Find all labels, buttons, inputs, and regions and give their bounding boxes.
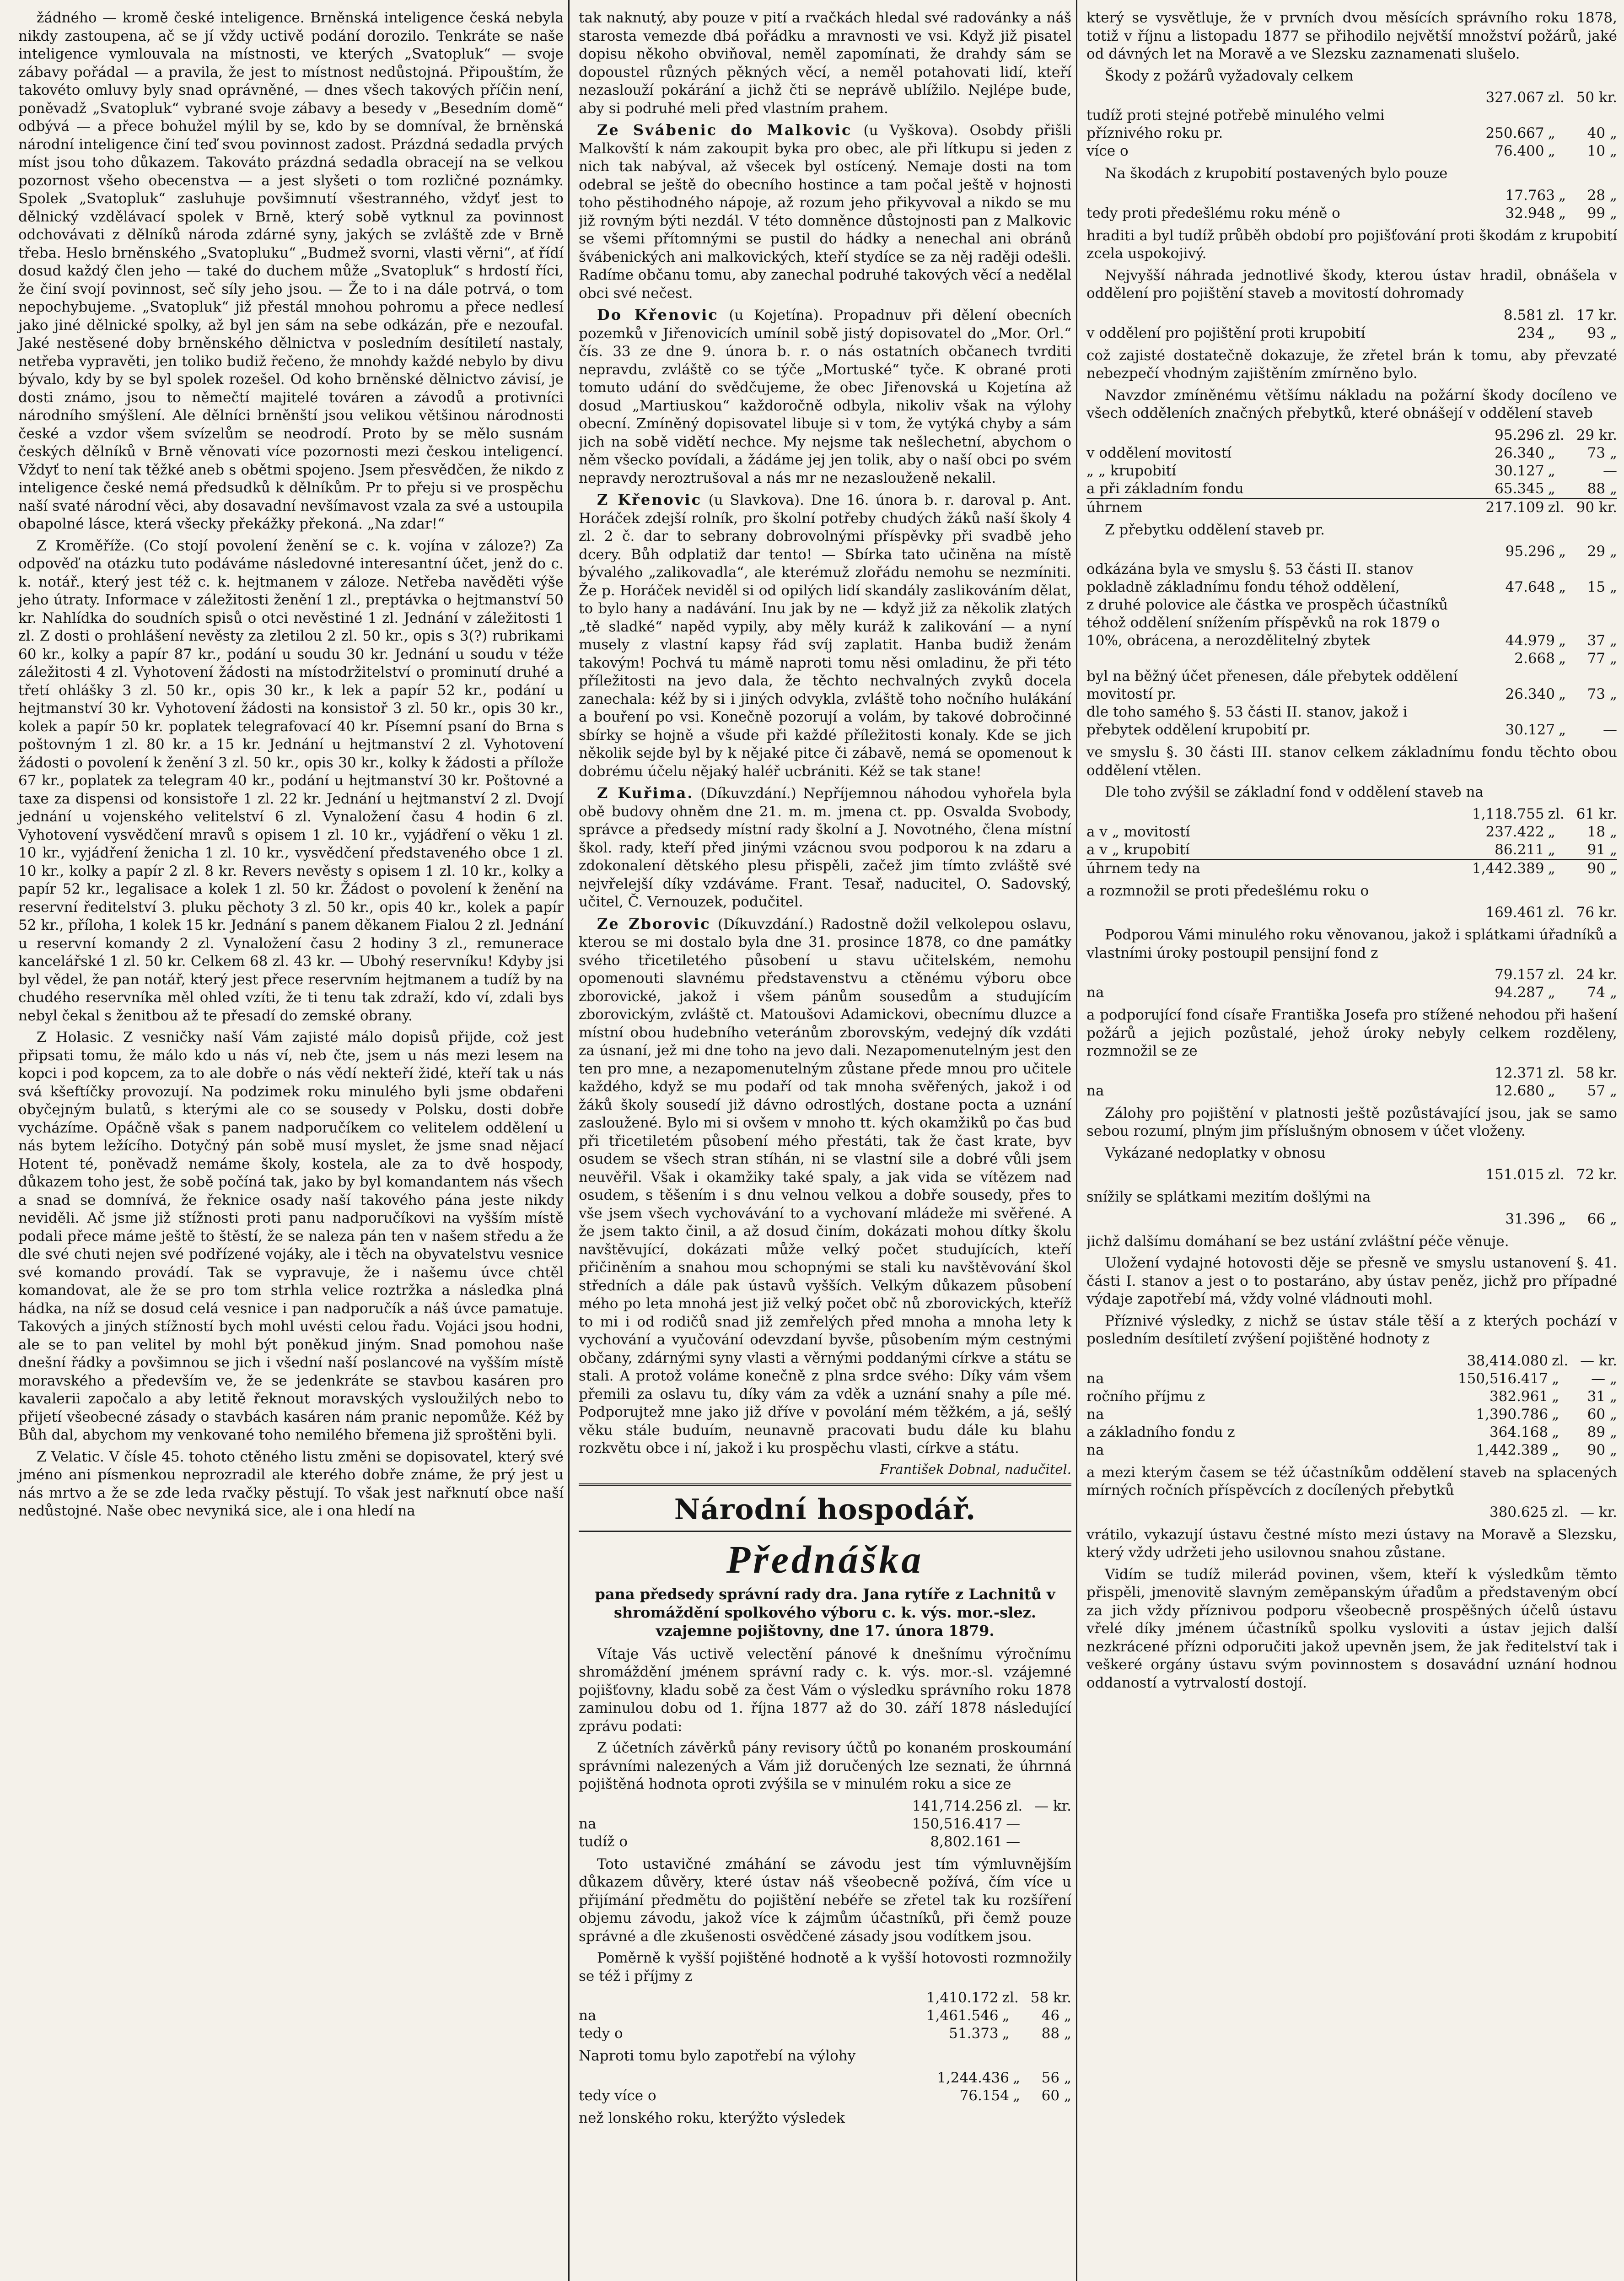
- figure-kreuzer: 61 kr.: [1576, 805, 1617, 822]
- figure-kreuzer: 10 „: [1587, 143, 1617, 159]
- figure-label: [1086, 543, 1468, 561]
- figure-label: a základního fondu z: [1086, 1424, 1235, 1440]
- figure-row: [1086, 187, 1617, 205]
- report-text: Z přebytku oddělení staveb pr.: [1105, 521, 1325, 538]
- figure-label: [579, 1989, 912, 2007]
- figure-kreuzer: — kr.: [1580, 1352, 1617, 1369]
- figure-row: [1086, 1082, 1617, 1100]
- text-kurim: (Díkuvzdání.) Nepříjemnou náhodou vyhořela byla obě budovy ohněm dne 21. m. m. jmena ct. pp. Osvalda Svobody, správce a předsedy místní rady školní a J. Novotného, člena místní škol. rady, kteří před jinými vzácnou svou podporou k na zdaru a zdokonalení dětského plesu přispěli, začež jim tímto zvláště své nejvřelejší díky vzdáváme. Frant. Tesař, naducitel, O. Sadovský, učitel, Č. Vernouzek, podučitel.: [579, 785, 1071, 910]
- figure-kreuzer: 90 kr.: [1576, 499, 1617, 516]
- figure-label: [1086, 1504, 1461, 1521]
- figure-unit: zl.: [1548, 1166, 1565, 1183]
- figure-row: [1086, 859, 1617, 878]
- figure-label: v oddělení movitostí: [1086, 444, 1231, 461]
- figure-amount: 76.400: [1495, 143, 1544, 159]
- figure-kreuzer: 18 „: [1587, 823, 1617, 840]
- figure-unit: „: [1559, 650, 1566, 667]
- report-text: Dle toho zvýšil se základní fond v oddělení staveb na: [1105, 784, 1484, 800]
- figure-unit: „: [1559, 632, 1566, 649]
- figure-unit: „: [1552, 1406, 1559, 1423]
- figure-unit: „: [1002, 2025, 1010, 2042]
- figures-table: [1086, 805, 1617, 878]
- figure-label: více o: [1086, 143, 1129, 159]
- report-text: Vykázané nedoplatky v obnosu: [1105, 1144, 1326, 1161]
- report-closing: Vidím se tudíž milerád povinen, všem, kteří k výsledkům těmto přispěli, jmenovitě slavným zeměpanským úřadům a představeným obcí za jich vždy příznivou podporu všeobecně prospěšných účelů ústavu vřelé díky jménem účastníků spolku vysloviti a ústav jejich další nezkrácené přízni odporučiti jakož upevněn jsem, že jak ředitelství tak i veškeré orgány ústavu svým povinnostem s dosavádní uznání hodnou oddaností a vytrvalostí dostojí.: [1086, 1566, 1617, 1691]
- figure-kreuzer: 90 „: [1587, 1441, 1617, 1458]
- figure-kreuzer: — kr.: [1580, 1504, 1617, 1521]
- figure-label: [1086, 1352, 1458, 1370]
- figures-table: [1086, 1064, 1617, 1100]
- figure-kreuzer: 60 „: [1041, 2087, 1071, 2104]
- figure-unit: zl.: [1552, 1504, 1569, 1521]
- figure-label: [579, 2069, 922, 2087]
- figure-row: [1086, 89, 1617, 107]
- figure-row: [1086, 650, 1617, 668]
- figure-unit: zl.: [1006, 1797, 1023, 1814]
- figure-kreuzer: — „: [1591, 1370, 1617, 1387]
- heading-zborovice: Ze Zborovic: [597, 915, 711, 933]
- figure-row: [1086, 1370, 1617, 1388]
- figure-amount: 364.168: [1489, 1424, 1549, 1440]
- figure-unit: zl.: [1002, 1990, 1019, 2006]
- figure-amount: 150,516.417: [1457, 1370, 1549, 1387]
- figure-unit: „: [1548, 1082, 1555, 1099]
- figure-amount: 95.296: [1495, 426, 1544, 443]
- figure-amount: 151.015: [1485, 1166, 1544, 1183]
- figure-kreuzer: 89 „: [1587, 1424, 1617, 1440]
- figure-row: [1086, 480, 1617, 498]
- figure-row: [1086, 596, 1617, 650]
- figure-row: [1086, 1064, 1617, 1082]
- figure-unit: „: [1559, 686, 1566, 702]
- figure-label: v oddělení pro pojištění proti krupobití: [1086, 324, 1366, 341]
- figures-table: [1086, 1352, 1617, 1459]
- figures-table: [1086, 426, 1617, 517]
- figure-kreuzer: 77 „: [1587, 650, 1617, 667]
- figure-row: [1086, 1166, 1617, 1184]
- report-text: a podporující fond císaře Františka Josefa pro stížené nehodou při hašení požárů a jejich pozůstalé, jehož úroky nebyly celkem rozděleny, rozmnožil se ze: [1086, 1007, 1617, 1059]
- figure-label: úhrnem: [1086, 498, 1457, 517]
- figures-table: [579, 1797, 1071, 1851]
- figure-kreuzer: 31 „: [1587, 1388, 1617, 1405]
- figure-unit: „: [1559, 1210, 1566, 1227]
- figure-amount: 44.979: [1505, 632, 1555, 649]
- figure-label: úhrnem tedy na: [1086, 859, 1457, 878]
- figure-amount: 26.340: [1505, 686, 1555, 702]
- figure-row: [579, 2069, 1071, 2087]
- figure-kreuzer: [1034, 1833, 1071, 1851]
- figures-table: [1086, 543, 1617, 739]
- figure-label: [1086, 187, 1468, 205]
- figures-table: [1086, 904, 1617, 922]
- figure-amount: 32.948: [1505, 205, 1555, 221]
- section-title: Národní hospodář.: [674, 1492, 976, 1526]
- report-text: Nejvyšší náhrada jednotlivé škody, kterou ústav hradil, obnášela v oddělení pro pojištění staveb a movitostí dohromady: [1086, 267, 1617, 302]
- figure-unit: zl.: [1544, 498, 1576, 517]
- figure-unit: „: [1013, 2087, 1021, 2104]
- figure-unit: „: [1548, 462, 1555, 479]
- figure-unit: „: [1548, 143, 1555, 159]
- figure-label: a v „ krupobití: [1086, 841, 1190, 858]
- figure-amount: 94.287: [1495, 984, 1544, 1001]
- figure-row: [1086, 1210, 1617, 1228]
- figure-amount: 30.127: [1495, 462, 1544, 479]
- figure-kreuzer: —: [1603, 722, 1617, 738]
- figure-unit: „: [1559, 543, 1566, 560]
- text-zborovice: (Díkuvzdání.) Radostně dožil velkolepou oslavu, kterou se mi dostalo byla dne 31. prosince 1878, co dne památky svého třicetiletého působení u stavu učitelském, nemohu opomenouti slavnému představenstvu a ctěnému výboru obce zborovické, jakož i všem pánům sousedům a studujícím zborovickým, zvláště ct. Matoušovi Adamickovi, obecnímu dluzce a místní obou hudebního veteránům zborovským, vedejný dík vzdáti za úsnaní, jež mi dne toho na jevo dali. Nezapomenutelným jest den ten pro mne, a nezapomenutelným zůstane přede mnou pro učitele každého, když se mu podaří od tak mnoha svěřených, jakož i od žáků školy sousedí již dávno odrostlých, dostane pocta a uznání zasloužené. Bylo mi si ovšem v mnoho tt. kých okamžiků po čas bud při třicetiletém působení mého přestáti, tak že čast krate, byv osudem se všech stran stíhán, ni se vlastní sile a dobré vůli jsem neuvěřil. Však i okamžiky také spaly, a jak vida se vítězem nad osudem, s těšením i s dnu velnou velkou a dobře sousedy, přes to vše jsem všech vychovávání to a vychovaní mládeže mi svěřené. A že jsem takto činil, a až dosud činím, dokázati mohou dítky školu navštěvující, dokázati může velký počet studujících, kteří přičiněním a snahou mou schopnými se stali ku navštěvování škol středních a dále pak ústavů vyšších. Velkým důkazem působení mého po leta mnohá jest již velký počet obč nů zborovických, kteříž to mi i od rodičů snad již zemřelých před mnoha a mnoha lety k vychování a vyučování odevzdaní byvše, působením mým cestnými občany, zdárnými syny vlasti a věrnými poddanými církve a státu se stali. A protož voláme konečně z plna srdce svého: Díky vám všem přemili za oslavu tu, díky vám za vděk a uznání snahy a píle mé. Podporujtež mne jako již dříve v povolání mém těžkém, a já, sešlý věku stále buduím, neunavně pracovati budu dále ku blahu rozkvětu obce i ní, jakož i ku prospěchu vlasti, církve a státu.: [579, 916, 1071, 1456]
- section-title-rule: [579, 1531, 1071, 1532]
- figure-row: [579, 2087, 1071, 2105]
- figure-kreuzer: 88 „: [1587, 480, 1617, 497]
- figure-unit: „: [1548, 823, 1555, 840]
- figure-unit: „: [1548, 480, 1555, 497]
- figure-label: [1086, 1166, 1457, 1184]
- figure-amount: 2.668: [1514, 650, 1555, 667]
- figure-unit: zl.: [1548, 904, 1565, 921]
- text-krenovic-slavkov: (u Slavkova). Dne 16. února b. r. daroval p. Ant. Horáček zdejší rolník, pro školní potřeby chudých žáků naší školy 4 zl. 2 č. dar to sebrany dobrovolnými příspěvky při svadbě jeho dcery. Bůh odplatiž dar tento! — Sbírka tato učiněna na místě bývalého „zalikovadla“, ale kterémuž zlořádu nemohu se nezmíniti. Že p. Horáček neviděl si od opilých lidí skandály zaslikováním dělat, to bylo hany a nadávání. Inu jak by ne — když již za několik zlatých „tě sladké“ napěd vypily, aby měly kuráž k zalikování — a nyní musely z vlastní kapsy řád svíj zaplatit. Hanba budiž ženám takovým! Pochvá tu mámě naproti tomu něsi omladinu, že při této příležitosti na jevo dala, že těchto nechvalných zvyků docela zanechala: kéž by si i jiných odvykla, zvláště toho nočního hulákání a bouření po vsi. Konečně pozorují a volám, by takové dobročinné sbírky se hojně a všude při každé příležitosti konaly. Kde se jich několik sejde byl by k nějaké pitce či zábavě, nemá se opomenout k dobrému účelu nějaký haléř ucbrániti. Kéž se tak stane!: [579, 492, 1071, 780]
- figure-label: [1086, 89, 1457, 107]
- figure-unit: zl.: [1548, 1064, 1565, 1081]
- figure-amount: 12.680: [1495, 1082, 1544, 1099]
- figure-label: na: [1086, 1082, 1104, 1099]
- figure-kreuzer: 76 kr.: [1576, 904, 1617, 921]
- figure-kreuzer: 37 „: [1587, 632, 1617, 649]
- article-velatice-cont: tak naknutý, aby pouze v pití a rvačkách hledal své radovánky a náš starosta vemezde dbá pořádku a mravnosti ve vsi. Když již pisatel dopisu někoho obviňoval, neměl zapomínati, že drahdy sám se dopoustel různých pěkných věcí, a neměl potahovati lidí, kteří nezaslouží pokárání a jichž čti se neprávě ublížilo. Nejlépe bude, aby si podruhé meli před vlastním prahem.: [579, 10, 1071, 117]
- figure-label: na: [579, 2007, 597, 2024]
- report-text: Navzdor zmíněnému většímu nákladu na požární škody docíleno ve všech odděleních značných přebytků, které obnášejí v oddělení staveb: [1086, 387, 1617, 421]
- article-kurim: [579, 784, 1071, 911]
- figure-kreuzer: 46 „: [1041, 2007, 1071, 2024]
- figure-label: na: [579, 1815, 597, 1832]
- figures-table: [579, 1989, 1071, 2043]
- signature-dobnal: František Dobnal, nadučitel.: [880, 1461, 1071, 1477]
- figure-unit: zl.: [1552, 1352, 1569, 1369]
- figure-label: byl na běžný účet přenesen, dále přebytek oddělení movitostí pr.: [1086, 668, 1458, 702]
- figure-kreuzer: 72 kr.: [1576, 1166, 1617, 1183]
- figure-kreuzer: 91 „: [1587, 841, 1617, 858]
- figure-row: [1086, 561, 1617, 596]
- figure-amount: 150,516.417: [912, 1815, 1003, 1832]
- figure-amount: 76.154: [959, 2087, 1009, 2104]
- column-middle: [579, 0, 1077, 2281]
- report-text: ve smyslu §. 30 části III. stanov celkem základnímu fondu těchto obou oddělení vtělen.: [1086, 744, 1617, 779]
- article-krenovic-kojetin: [579, 306, 1071, 487]
- figures-table: [1086, 1166, 1617, 1184]
- figure-label: a při základním fondu: [1086, 480, 1244, 497]
- figure-unit: „: [1552, 1441, 1559, 1458]
- figure-row: [1086, 426, 1617, 444]
- figure-label: na: [1086, 1370, 1104, 1387]
- figure-unit: —: [1006, 1833, 1021, 1850]
- figure-row: [1086, 205, 1617, 222]
- figure-kreuzer: 17 kr.: [1576, 307, 1617, 324]
- figure-amount: 1,442.389: [1476, 1441, 1549, 1458]
- lecture-para-4: Poměrně k vyšší pojištěné hodnotě a k vyšší hotovosti rozmnožily se též i příjmy z: [579, 1950, 1071, 1984]
- figure-label: [1086, 805, 1457, 823]
- figure-unit: zl.: [1548, 805, 1565, 822]
- report-text: Podporou Vámi minulého roku věnovanou, jakož i splátkami úřadníků a vlastními úroky postoupil pensijní fond z: [1086, 927, 1617, 961]
- figure-label: na: [1086, 984, 1104, 1001]
- figure-kreuzer: 66 „: [1587, 1210, 1617, 1227]
- figure-kreuzer: 90 „: [1576, 859, 1617, 878]
- report-text: vrátilo, vykazují ústavu čestné místo mezi ústavy na Moravě a Slezsku, který vždy udržeti jeho usilovnou snahou zůstane.: [1086, 1526, 1617, 1561]
- figure-unit: „: [1544, 859, 1576, 878]
- figure-row: [1086, 841, 1617, 859]
- figure-kreuzer: 50 kr.: [1576, 89, 1617, 106]
- figure-amount: 237.422: [1485, 823, 1544, 840]
- report-text: Na škodách z krupobití postavených bylo pouze: [1105, 165, 1448, 182]
- figure-amount: 95.296: [1505, 543, 1555, 560]
- lecture-para-3: Toto ustavičné zmáhání se závodu jest tím výmluvnějším důkazem důvěry, které ústav náš všeobecně požívá, čím více u přijímání předmětu do pojištění nebéře se zřetel tak ku rozšíření objemu závodu, jakož více k zájmům účastníků, při čemž pouze správné a dle zkušenosti osvědčené zásady jsou vodítkem jsou.: [579, 1855, 1071, 1945]
- figure-row: [1086, 142, 1617, 160]
- figure-amount: 26.340: [1495, 444, 1544, 461]
- figure-label: [1086, 307, 1457, 324]
- heading-malkovice: Ze Svábenic do Malkovic: [597, 121, 852, 139]
- figure-label: [1086, 426, 1457, 444]
- figure-kreuzer: 28 „: [1587, 187, 1617, 204]
- figure-amount: 1,390.786: [1476, 1406, 1549, 1423]
- figure-amount: 141,714.256: [912, 1797, 1003, 1814]
- figure-row: [1086, 462, 1617, 480]
- lecture-para-2: Z účetních závěrků pány revisory účtů po konaném proskoumání správními nalezených a Vám již doručených lze seznati, že úhrnná pojištěná hodnota oproti zvýšila se v minulém roku a sice ze: [579, 1740, 1071, 1792]
- article-kromeriz: Z Kroměříže. (Co stojí povolení ženění se c. k. vojína v záloze?) Za odpověď na otázku tuto podáváme následovné interesantní účet, jenž do c. k. notář., který jest též c. k. hejtmanem v záloze. Netřeba navěděti výše jeho útraty. Informace v záležitosti ženění 1 zl., preptávka o hejtmanství 50 kr. Nahlídka do soudních spisů o otci nevěstiné 1 zl. Jednání v záležitosti 1 zl. Z dosti o prohlášení nevěsty za zletilou 2 zl. 50 kr., opis s 3(?) rubrikami 60 kr., kolky a papír 87 kr., podání u soudu 30 kr. Jednání u soudu v téže záležitosti 4 zl. Vyhotovení žádosti na místodržitelství o prominutí druhé a třetí ohlášky 3 zl. 50 kr., opis 30 kr., k lek a papír 52 kr., podání u hejtmanství 30 kr. Vyhotovení žádosti na konsistoř 3 zl. 50 kr., opis 30 kr., kolek a papír 50 kr. poplatek telegrafovací 40 kr. Písemní psaní do Brna s poštovným 1 zl. 80 kr. a 15 kr. Jednání u hejtmanství 2 zl. Vyhotovení žádosti o povolení k ženění 3 zl. 50 kr., opis 30 kr., kolky k žádosti a přílože 67 kr., poplatek za telegram 40 kr., podání u hejtmanství 30 kr. Poštovné a taxe za dispensi od konsistoře 1 zl. 22 kr. Jednání u hejtmanství 2 zl. Dvojí jednání u vojenského velitelství 6 zl. Vynaložení času 4 hodin 6 zl. Vyhotovení vysvědčení mravů s opisem 1 zl. 10 kr., vyjádření o věku 1 zl. 10 kr., vyjádření ženicha 1 zl. 10 kr., vysvědčení představeného obce 1 zl. 10 kr., kolky a papír 2 zl. 8 kr. Revers nevěsty s opisem 1 zl. 10 kr., kolky a papír 52 kr., legalisace a kolek 1 zl. 50 kr. Žádost o povolení k ženění na reservní ředitelství 3. pluku pěchoty 3 zl. 50 kr., opis 40 kr., kolek a papír 52 kr., příloha, 1 kolek 15 kr. Jednání s panem děkanem Fialou 2 zl. Jednání u reservní komandy 2 zl. Vynaložení času 2 hodiny 3 zl., remunerace kancelářské 1 zl. 50 kr. Celkem 68 zl. 43 kr. — Ubohý reservníku! Kdyby jsi byl vědel, že pan notář, který jest přece reservním hejtmanem a tudíž by na chudého reservníka měl ohled vzíti, že ti tenu tak zdraží, kdo ví, zdali bys nebyl čekal s ženitbou až te přesadí do zemské obrany.: [18, 537, 564, 1024]
- report-text: Příznivé výsledky, z nichž se ústav stále těší a z kterých pochází v posledním desítiletí zvýšení pojištěné hodnoty z: [1086, 1312, 1617, 1347]
- figure-unit: „: [1548, 324, 1555, 341]
- figure-label: [579, 1797, 912, 1815]
- figure-kreuzer: 40 „: [1587, 125, 1617, 141]
- figure-amount: 12.371: [1495, 1064, 1544, 1081]
- figure-row: [1086, 1504, 1617, 1521]
- heading-krenovic-slavkov: Z Křenovic: [597, 491, 702, 508]
- figure-row: [1086, 966, 1617, 984]
- figures-table: [1086, 1504, 1617, 1521]
- figure-unit: „: [1013, 2069, 1021, 2086]
- figure-amount: 217.109: [1457, 498, 1544, 517]
- figure-row: [1086, 823, 1617, 841]
- figure-label: [1086, 650, 1468, 668]
- figure-label: tedy více o: [579, 2087, 656, 2104]
- report-text: Škody z požárů vyžadovaly celkem: [1105, 67, 1354, 84]
- figure-unit: „: [1559, 205, 1566, 221]
- figure-label: odkázána byla ve smyslu §. 53 části II. stanov pokladně základnímu fondu téhož oddělení,: [1086, 561, 1414, 595]
- report-text: jichž dalšímu domáhaní se bez ustání zvláštní péče věnuje.: [1086, 1233, 1509, 1250]
- figure-unit: „: [1559, 187, 1566, 204]
- figure-amount: 8.581: [1503, 307, 1544, 324]
- figure-row: [1086, 984, 1617, 1002]
- report-text: a mezi kterým časem se též účastníkům oddělení staveb na splacených mírných ročních příspěvcích z docílených přebytků: [1086, 1464, 1617, 1499]
- figure-amount: 65.345: [1495, 480, 1544, 497]
- figure-row: [1086, 904, 1617, 922]
- article-zborovice: [579, 915, 1071, 1458]
- figure-kreuzer: 58 kr.: [1030, 1990, 1071, 2006]
- figure-kreuzer: 74 „: [1587, 984, 1617, 1001]
- figure-row: [1086, 307, 1617, 324]
- figure-kreuzer: [1034, 1815, 1071, 1833]
- figure-kreuzer: 24 kr.: [1576, 966, 1617, 983]
- figure-kreuzer: 93 „: [1587, 324, 1617, 341]
- figure-row: [1086, 805, 1617, 823]
- figure-row: [1086, 107, 1617, 142]
- figure-kreuzer: 60 „: [1587, 1406, 1617, 1423]
- heading-kurim: Z Kuřima.: [597, 784, 694, 802]
- figure-kreuzer: — kr.: [1034, 1797, 1071, 1814]
- figure-unit: zl.: [1548, 307, 1565, 324]
- figure-unit: zl.: [1548, 426, 1565, 443]
- figure-amount: 51.373: [949, 2025, 999, 2042]
- report-text: Uložení vydajné hotovosti děje se přesně ve smyslu ustanovení §. 41. části I. stanov a jest o to postaráno, aby ústav peněz, jichž pro případné výdaje zapotřebí má, vždy volné vládnouti mohl.: [1086, 1255, 1617, 1307]
- figure-amount: 234: [1517, 324, 1544, 341]
- figures-table: [1086, 307, 1617, 342]
- figure-label: [1086, 1064, 1457, 1082]
- article-malkovice: [579, 121, 1071, 302]
- figure-amount: 169.461: [1485, 904, 1544, 921]
- figure-row: [1086, 1441, 1617, 1459]
- lecture-subtitle: pana předsedy správní rady dra. Jana rytíře z Lachnitů v shromáždění spolkového výboru c. k. výs. mor.-slez. vzajemne pojištovny, dne 17. února 1879.: [595, 1585, 1055, 1639]
- figure-row: [579, 1989, 1071, 2007]
- lecture-para-6: než lonského roku, kterýžto výsledek: [579, 2109, 845, 2126]
- figure-label: tudíž proti stejné potřebě minulého velmi příznivého roku pr.: [1086, 107, 1385, 141]
- figure-amount: 30.127: [1505, 722, 1555, 738]
- figure-kreuzer: 56 „: [1041, 2069, 1071, 2086]
- figure-unit: zl.: [1548, 966, 1565, 983]
- figure-unit: „: [1552, 1370, 1559, 1387]
- text-krenovic-kojetin: (u Kojetína). Propadnuv při dělení obecních pozemků v Jiřenovicích umínil sobě jistý dopisovatel do „Mor. Orl.“ čís. 33 ze dne 9. února b. r. o nás ostatních občanech tvrditi nepravdu, zvláště co se týče „Mortuské“ tyče. K obrané proti tomuto udání do svědčujeme, že obec Jiřenovská u Kojetína až dosud „Martiuskou“ každoročně odbyla, nikoliv však na výlohy obecní. Zmíněný dopisovatel libuje si v tom, že vytýká chyby a sám jich na sobě vidětí nechce. My nejsme tak nešlechetní, abychom o něm všecko povídali, a žádáme jej jen tolik, aby o naší obci po svém nepravdy neroztrušoval a nás mr ne nezaslouženě nekalil.: [579, 307, 1071, 486]
- figure-label: [1086, 1210, 1468, 1228]
- figure-row: [1086, 324, 1617, 342]
- figure-kreuzer: 29 „: [1587, 543, 1617, 560]
- figure-amount: 8,802.161: [930, 1833, 1003, 1850]
- figure-row: [1086, 498, 1617, 517]
- figure-unit: „: [1002, 2007, 1010, 2024]
- figure-label: „ „ krupobití: [1086, 462, 1177, 479]
- figure-row: [579, 2007, 1071, 2025]
- figure-row: [579, 2025, 1071, 2043]
- figure-amount: 1,118.755: [1472, 805, 1544, 822]
- figure-label: tedy proti předešlému roku méně o: [1086, 205, 1340, 221]
- figure-unit: „: [1548, 841, 1555, 858]
- article-velatice: Z Velatic. V čísle 45. tohoto ctěného listu změni se dopisovatel, který své jméno ani písmenkou neprozradil ale kterého dobře známe, že prý jest u nás mrtvo a že se zde leda rvačky pěstují. To však jest nařknutí obce naší nedůstojné. Naše obec nevyniká sice, ale i ona hledí na: [18, 1448, 564, 1519]
- figure-kreuzer: 57 „: [1587, 1082, 1617, 1099]
- report-text: Zálohy pro pojištění v platnosti ještě pozůstávající jsou, jak se samo sebou rozumí, plným jim příslušným obnosem v účet vloženy.: [1086, 1105, 1617, 1139]
- report-text: hraditi a byl tudíž průběh období pro pojišťování proti škodám z krupobití zcela uspokojivý.: [1086, 227, 1617, 262]
- figure-row: [1086, 444, 1617, 462]
- lecture-para-5: Naproti tomu bylo zapotřebí na výlohy: [579, 2048, 856, 2064]
- figure-unit: „: [1548, 444, 1555, 461]
- figure-amount: 38,414.080: [1467, 1352, 1549, 1369]
- figure-row: [1086, 1406, 1617, 1424]
- text-malkovice: (u Vyškova). Osobdy přišli Malkovští k nám zakoupit byka pro obec, ale při lítkupu si jeden z nich tak nabýval, až všecek byl ostícený. Nemaje dosti na tom odebral se ještě do obecního hostince a tam počal ještě v hojnosti toho pěstihodného nápoje, až rozum jeho přikyvoval a nikdo se mu již rovným býti nezdál. V této domněnce důstojnosti pan z Malkovic se všemi přítomnými se pustil do hádky a nenechal ani obránů švábenických ani malkovických, kteří stydíce se za něj raději odešli. Radíme občanu tomu, aby zanechal podruhé takových věcí a nedělal obci své nečest.: [579, 122, 1072, 302]
- report-intro: který se vysvětluje, že v prvních dvou měsících správního roku 1878, totiž v říjnu a listopadu 1877 se přihodilo největší množství požárů, jaké od dávných let na Moravě a ve Slezsku zaznamenati slušelo.: [1086, 10, 1617, 62]
- figure-unit: „: [1552, 1424, 1559, 1440]
- figure-label: tudíž o: [579, 1833, 628, 1850]
- figure-row: [1086, 668, 1617, 703]
- figure-unit: —: [1006, 1815, 1021, 1832]
- report-text: což zajisté dostatečně dokazuje, že zřetel brán k tomu, aby převzaté nebezpečí vhodným zajištěním zmírněno bylo.: [1086, 347, 1617, 382]
- figure-unit: „: [1559, 579, 1566, 595]
- figure-kreuzer: 99 „: [1587, 205, 1617, 221]
- figures-table: [1086, 1210, 1617, 1228]
- heading-krenovic-kojetin: Do Křenovic: [597, 306, 719, 324]
- figure-amount: 1,244.436: [937, 2069, 1009, 2086]
- figure-amount: 86.211: [1495, 841, 1544, 858]
- figure-amount: 250.667: [1485, 125, 1544, 141]
- figure-row: [1086, 1388, 1617, 1406]
- figure-amount: 1,442.389: [1457, 859, 1544, 878]
- figure-row: [579, 1833, 1071, 1851]
- figure-unit: „: [1548, 984, 1555, 1001]
- figure-amount: 327.067: [1485, 89, 1544, 106]
- figure-kreuzer: 15 „: [1587, 579, 1617, 595]
- section-divider: [579, 1483, 1071, 1486]
- figure-unit: „: [1552, 1388, 1559, 1405]
- figure-label: na: [1086, 1406, 1104, 1423]
- figure-row: [1086, 543, 1617, 561]
- figure-label: ročního příjmu z: [1086, 1388, 1205, 1405]
- figure-amount: 380.625: [1489, 1504, 1549, 1521]
- figure-unit: „: [1548, 125, 1555, 141]
- article-krenovic-slavkov: [579, 491, 1071, 781]
- figure-kreuzer: 88 „: [1041, 2025, 1071, 2042]
- figure-amount: 47.648: [1505, 579, 1555, 595]
- figure-kreuzer: 73 „: [1587, 444, 1617, 461]
- figure-kreuzer: 58 kr.: [1576, 1064, 1617, 1081]
- article-svatopluk: žádného — kromě české inteligence. Brněnská inteligence česká nebyla nikdy zastoupena, ač se jí vždy uctivě podání dorozilo. Tenkráte se naše inteligence vymlouvala na místnosti, ve kterých „Svatopluk“ — svoje zábavy pořádal — a pravila, že jest to místnost nedůstojná. Připouštím, že takovéto omluvy byly snad oprávněné, — dnes všech takových příčin není, poněvadž „Svatopluk“ vybrané svoje zábavy a besedy v „Besedním domě“ odbývá — a přece bohužel mýlil by se, kdo by se domníval, že brněnská národní inteligence činí teď svou povinnost zadost. Prázdná sedadla prvých míst jsou toho důkazem. Takováto prázdná sedadla obracejí na se velkou pozornost všeho obecenstva — a jest slyšeti o tom rozličné poznámky. Spolek „Svatopluk“ zasluhuje povšimnutí všestranného, vždyť jest to dělnický vzdělávací spolek v Brně, který sobě vytknul za povinnost odchovávati z dělníků národa zdárné syny, jakých se zvláště zde v Brně třeba. Heslo brněnského „Svatopluku“ „Budmež svorni, vlasti věrni“, ať řídí dosud každý člen jeho — také do duchem může „Svatopluk“ s hrdostí říci, že činí svojí povinnost, seč síly jeho jsou. — Že to i na dále potrvá, o tom nepochybujeme. „Svatopluk“ již přestál mnohou pohromu a přece nedlesí jako jiné dělnické spolky, až byl jen sám na sebe odkázán, pře e nezoufal. Jaké nestěsené doby brněnského dělnictva v posledním desítiletí nastaly, netřeba vypravěti, jen toliko budiž řečeno, že mnohdy každé nebylo by divu bývalo, kdy by se byl spolek rozešel. Od koho brněnské dělnictvo závisí, je dosti známo, jsou to němečtí majitelé továren a závodů a protivníci národního smýšlení. Ale dělníci brněnští jsou velikou většinou národnosti české a vzdor všem svízelům se neodrodí. Proto by se mělo susnám českých dělníků v Brně věnovati více pozornosti mezi českou inteligencí. Vždyť to není tak těžké aneb s obětmi spojeno. Jsem přesvědčen, že nikdo z inteligence české nemá předsudků k dělníkům. Pr to přeju si ve prospěchu naší svaté národní věci, aby dosavadní nevšímavost vzala za své a ustoupila obapolné lásce, která všecky překážky překoná. „Na zdar!“: [18, 10, 564, 532]
- figure-label: a v „ movitostí: [1086, 823, 1190, 840]
- figures-table: [1086, 89, 1617, 160]
- figure-label: na: [1086, 1441, 1104, 1458]
- figure-amount: 1,410.172: [926, 1990, 999, 2006]
- report-text: a rozmnožil se proti předešlému roku o: [1086, 882, 1369, 899]
- figure-unit: zl.: [1548, 89, 1565, 106]
- report-text: snížily se splátkami mezitím došlými na: [1086, 1189, 1371, 1205]
- figure-kreuzer: —: [1603, 462, 1617, 479]
- column-left: [0, 0, 570, 2281]
- figure-row: [1086, 1352, 1617, 1370]
- figure-amount: 382.961: [1489, 1388, 1549, 1405]
- figure-amount: 31.396: [1505, 1210, 1555, 1227]
- figure-row: [579, 1797, 1071, 1815]
- figure-row: [1086, 703, 1617, 739]
- column-right: [1086, 0, 1617, 2281]
- figure-label: tedy o: [579, 2025, 623, 2042]
- figure-label: [1086, 904, 1457, 922]
- figures-table: [579, 2069, 1071, 2105]
- figure-amount: 17.763: [1505, 187, 1555, 204]
- figure-kreuzer: 73 „: [1587, 686, 1617, 702]
- figure-amount: 79.157: [1495, 966, 1544, 983]
- figure-label: dle toho samého §. 53 části II. stanov, jakož i přebytek oddělení krupobití pr.: [1086, 704, 1408, 738]
- figures-table: [1086, 187, 1617, 222]
- figure-label: z druhé polovice ale částka ve prospěch účastníků téhož oddělení snížením příspěvků na rok 1879 o 10%, obrácena, a nerozdělitelný zbytek: [1086, 597, 1448, 649]
- figure-label: [1086, 966, 1457, 984]
- figures-table: [1086, 966, 1617, 1002]
- figure-row: [579, 1815, 1071, 1833]
- lecture-para-1: Vítaje Vás uctivě velectění pánové k dnešnímu výročnímu shromáždění jménem správní rady c. k. výs. mor.-sl. vzájemné pojišťovny, kladu sobě za čest Vám o výsledku správního roku 1878 zaminulou dobu od 1. října 1877 až do 30. září 1878 následující zprávu podati:: [579, 1645, 1071, 1735]
- figure-row: [1086, 1424, 1617, 1441]
- figure-amount: 1,461.546: [926, 2007, 999, 2024]
- article-holasice: Z Holasic. Z vesničky naší Vám zajisté málo dopisů přijde, což jest připsati tomu, že málo kdo u nás ví, neb čte, jsem u nás mezi lesem na kopci i pod kopcem, za to ale dobře o nás vědí nekteří židé, kteří tak u nás svá kšeftíčky provozují. Na podzimek roku minulého byli jsme obdařeni obyčejným bulatů, s kterými ale co se sousedy v Polsku, dosti dobře vycházíme. Opáčně však s panem nadporučíkem co velitelem oddělení u nás bytem ležícího. Dotyčný pán sobě musí myslet, že jsme snad nějací Hotent té, poněvadž nemáme školy, kostela, ale za to dvě hospody, důkazem toho jest, že sobě počíná tak, jako by byl komandantem nás všech a snad se domnívá, že řeknice osady naší takového pána jeste nikdy neviděli. Ač jsme již stížnosti proti panu nadporučíkovi na vyšším místě podali přece máme ještě to štěstí, že se naleza pán ten v našem středu a že dle své chuti nejen své podřízené vojáky, ale i těch na obyvatelstvu vesnice své komando provádí. Tak se vypravuje, že i našemu úvce chtěl komandovat, ale že se pro tom strhla velice roztržka a následka plná hádka, na níž se dosud celá vesnice i pan nadporučík a náš úvce pamatuje. Takových a jiných stížností bych mohl uvésti celou řadu. Vojáci jsou hodni, ale se to pan velitel by mohl být poněkud jiným. Snad pomohou naše dnešní řádky a povšimnou se jich i všední naší poslancové na vyšším místě moravského a především ve, že se jedenkráte se stavbou kasáren pro kavalerii započalo a aby letitě řeknout moravských vysloužilých nebo to přijetí všeobecné zásady o stavbách kasáren nám pranic nepomůže. Kéž by Bůh dal, abychom my venkované toho nemilého břemena již sproštěni byli.: [18, 1029, 564, 1443]
- figure-kreuzer: 29 kr.: [1576, 426, 1617, 443]
- figure-unit: „: [1559, 722, 1566, 738]
- lecture-title: Přednáška: [726, 1537, 924, 1581]
